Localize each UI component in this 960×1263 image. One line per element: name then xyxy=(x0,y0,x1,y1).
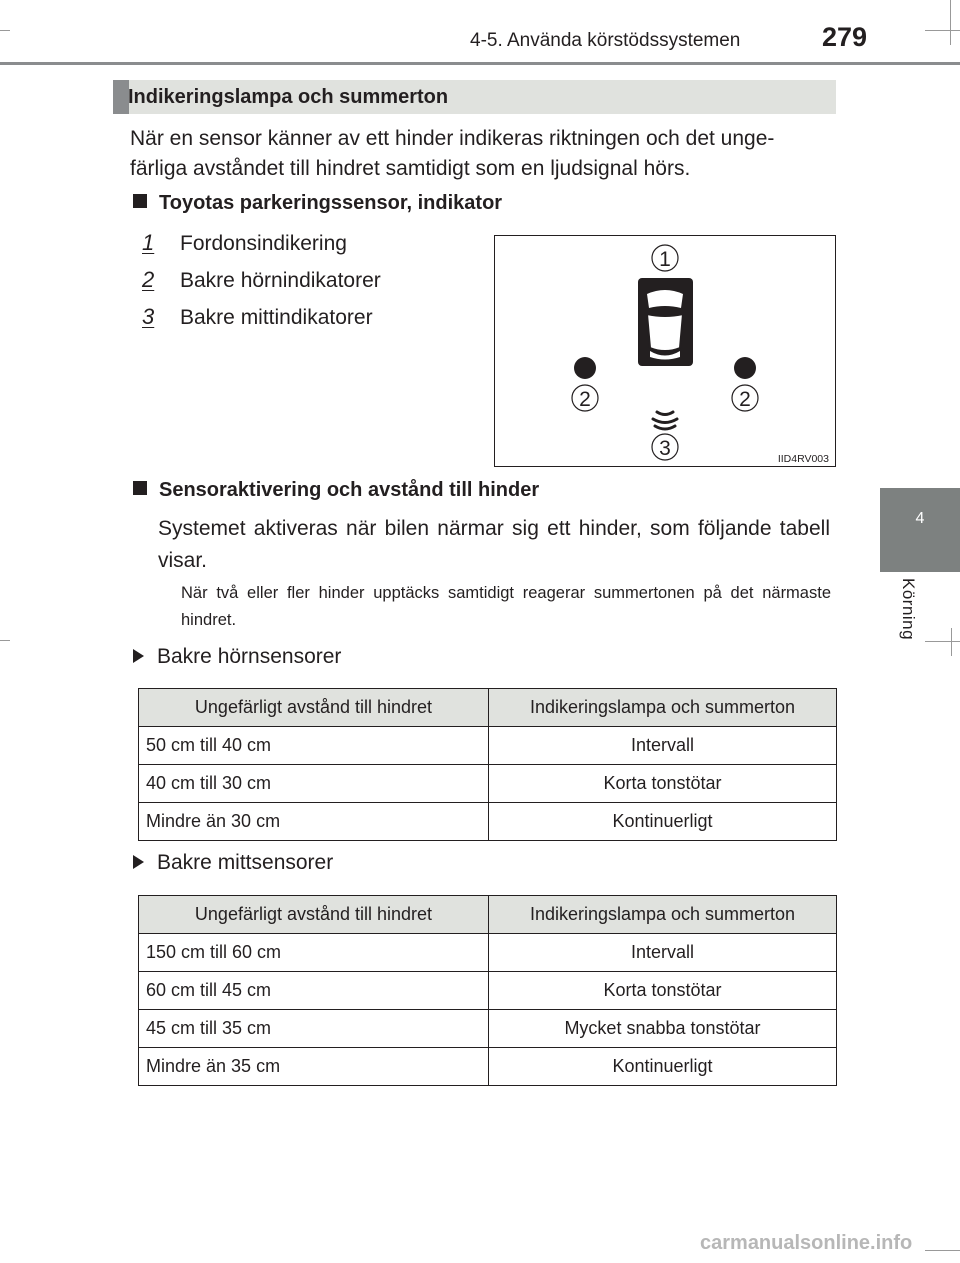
table-row xyxy=(139,972,837,1010)
signal-cell: Intervall xyxy=(489,727,837,765)
parking-sensor-figure xyxy=(494,235,836,467)
distance-cell: 50 cm till 40 cm xyxy=(139,727,489,765)
section-banner-title: Indikeringslampa och summerton xyxy=(128,86,449,108)
callout-1: 1 xyxy=(659,248,671,271)
corner-sensors-title-text: Bakre hörnsensorer xyxy=(157,645,342,668)
legend-item xyxy=(142,267,381,293)
parking-sensor-diagram xyxy=(495,236,835,466)
crop-mark xyxy=(925,641,960,642)
corner-sensors-title xyxy=(133,645,341,669)
distance-cell: 40 cm till 30 cm xyxy=(139,765,489,803)
chapter-number: 4 xyxy=(915,510,925,527)
crop-mark xyxy=(0,30,10,31)
distance-cell: Mindre än 35 cm xyxy=(139,1048,489,1086)
vehicle-icon xyxy=(638,278,693,366)
distance-cell: 60 cm till 45 cm xyxy=(139,972,489,1010)
legend-label: Fordonsindikering xyxy=(180,232,347,255)
rear-center-indicator-icon xyxy=(653,412,677,429)
crop-mark xyxy=(925,1250,960,1251)
indicator-heading xyxy=(133,192,502,215)
crop-mark xyxy=(950,0,951,45)
triangle-bullet-icon xyxy=(133,855,144,869)
signal-cell: Kontinuerligt xyxy=(489,803,837,841)
signal-cell: Intervall xyxy=(489,934,837,972)
chapter-tab xyxy=(880,488,960,572)
rear-corner-indicator-left xyxy=(574,357,596,379)
square-bullet-icon xyxy=(133,194,147,208)
callout-3: 3 xyxy=(659,437,671,460)
center-sensors-title-text: Bakre mittsensorer xyxy=(157,851,334,874)
callout-2-right: 2 xyxy=(739,388,751,411)
table-header-row xyxy=(139,689,837,727)
table-row xyxy=(139,727,837,765)
table-row xyxy=(139,934,837,972)
center-sensors-title xyxy=(133,851,333,875)
indicator-heading-text: Toyotas parkeringssensor, indikator xyxy=(159,192,503,214)
legend-item xyxy=(142,230,347,256)
column-header: Ungefärligt avstånd till hindret xyxy=(139,689,489,727)
signal-cell: Korta tonstötar xyxy=(489,765,837,803)
page-number: 279 xyxy=(822,22,868,52)
header-section-title: 4-5. Använda körstödssystemen xyxy=(470,30,741,51)
legend-label: Bakre hörnindikatorer xyxy=(180,269,381,292)
distance-cell: 150 cm till 60 cm xyxy=(139,934,489,972)
legend-number: 1 xyxy=(142,230,155,255)
corner-sensors-table xyxy=(138,688,837,841)
triangle-bullet-icon xyxy=(133,649,144,663)
legend-label: Bakre mittindikatorer xyxy=(180,306,373,329)
activation-heading-text: Sensoraktivering och avstånd till hinder xyxy=(159,479,540,501)
table-row xyxy=(139,1048,837,1086)
signal-cell: Mycket snabba tonstötar xyxy=(489,1010,837,1048)
distance-cell: 45 cm till 35 cm xyxy=(139,1010,489,1048)
crop-mark xyxy=(0,640,10,641)
rear-corner-indicator-right xyxy=(734,357,756,379)
legend-number: 2 xyxy=(142,267,155,292)
callout-2-left: 2 xyxy=(579,388,591,411)
crop-mark xyxy=(925,30,960,31)
column-header: Ungefärligt avstånd till hindret xyxy=(139,896,489,934)
signal-cell: Korta tonstötar xyxy=(489,972,837,1010)
table-row xyxy=(139,765,837,803)
activation-heading xyxy=(133,479,539,502)
watermark-link[interactable]: carmanualsonline.info xyxy=(700,1232,913,1254)
legend-item xyxy=(142,304,373,330)
square-bullet-icon xyxy=(133,481,147,495)
activation-note: När två eller fler hinder upptäcks samtidigt reagerar summertonen på det närmaste hindret. xyxy=(181,584,831,629)
legend-number: 3 xyxy=(142,304,155,329)
figure-code: IID4RV003 xyxy=(777,453,829,465)
distance-cell: Mindre än 30 cm xyxy=(139,803,489,841)
center-sensors-table xyxy=(138,895,837,1086)
intro-paragraph: När en sensor känner av ett hinder indikeras riktningen och det unge-färliga avståndet till hindret samtidigt som en ljudsignal hörs. xyxy=(130,127,775,180)
table-row xyxy=(139,803,837,841)
table-row xyxy=(139,1010,837,1048)
chapter-label: Körning xyxy=(899,578,918,641)
crop-mark xyxy=(951,628,952,656)
signal-cell: Kontinuerligt xyxy=(489,1048,837,1086)
column-header: Indikeringslampa och summerton xyxy=(489,896,837,934)
column-header: Indikeringslampa och summerton xyxy=(489,689,837,727)
header-rule xyxy=(0,62,960,65)
activation-paragraph: Systemet aktiveras när bilen närmar sig ett hinder, som följande tabell visar. xyxy=(158,517,830,572)
table-header-row xyxy=(139,896,837,934)
